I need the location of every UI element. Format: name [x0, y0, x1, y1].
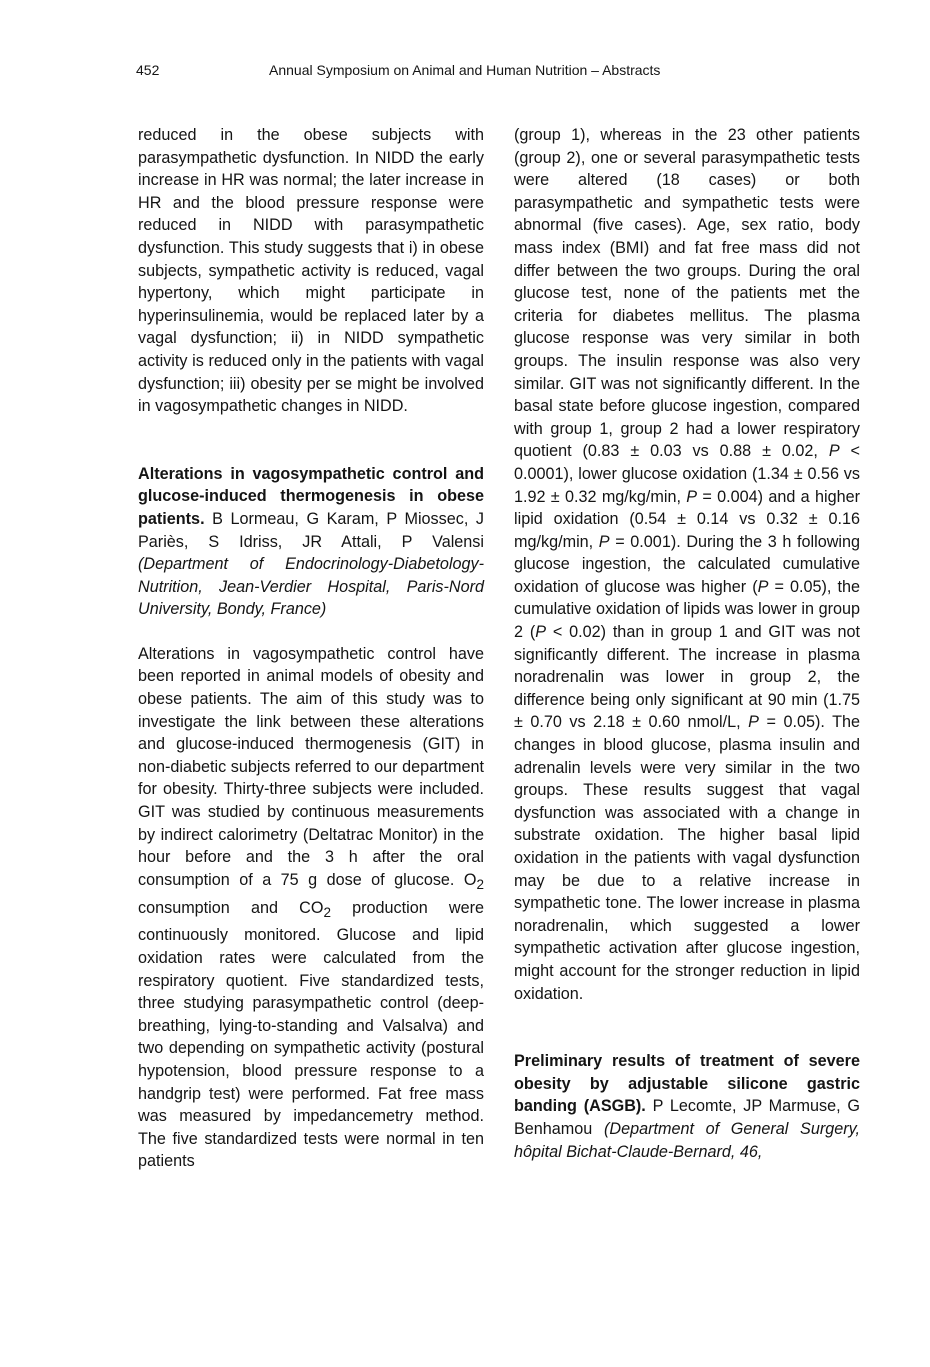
p-value-symbol: P: [757, 577, 769, 596]
p-value-symbol: P: [828, 442, 840, 461]
abstract2-heading: [514, 1050, 860, 1163]
left-column: [138, 124, 484, 1173]
running-title: Annual Symposium on Animal and Human Nutrition – Abstracts: [269, 62, 661, 78]
body-mid: consumption and CO: [138, 898, 324, 917]
p-value-symbol: P: [748, 713, 759, 732]
results-part-6: < 0.02) than in group 1 and GIT was not significantly different. The increase in plasma noradrenalin was lower in group 2, the difference being only significant at 90 min (1.75 ± 0.70 vs 2.18 ± 0.60 nmol/L,: [514, 623, 860, 732]
results-part-7: = 0.05). The changes in blood glucose, plasma insulin and adrenalin levels were very similar in the two groups. These results suggest that vagal dysfunction was associated with a change in substrate oxidation. The higher basal lipid oxidation in the patients with vagal dysfunction may be due to a relative increase in sympathetic tone. The lower increase in plasma noradrenalin, which suggested a lower sympathetic activation after glucose ingestion, might account for the stronger reduction in lipid oxidation.: [514, 713, 860, 1003]
page-header: [136, 62, 876, 84]
abstract2-title: Preliminary results of treatment of severe obesity by adjustable silicone gastric banding (ASGB).: [514, 1052, 860, 1116]
abstract2-authors: P Lecomte, JP Marmuse, G Benhamou: [514, 1097, 860, 1138]
body-intro: Alterations in vagosympathetic control have been reported in animal models of obesity and obese patients. The aim of this study was to investigate the link between these alterations and glucose-induced thermogenesis (GIT) in non-diabetic subjects referred to our department for obesity. Thirty-three subjects were included. GIT was studied by continuous measurements by indirect calorimetry (Deltatrac Monitor) in the hour before and the 3 h after the oral consumption of a 75 g dose of glucose. O: [138, 644, 484, 889]
abstract-heading: [138, 463, 484, 621]
page-number: 452: [136, 62, 160, 78]
right-column: [514, 124, 860, 1163]
body-rest: production were continuously monitored. Glucose and lipid oxidation rates were calculated from the respiratory quotient. Five standardized tests, three studying parasympathetic control (deep-breathing, lying-to-standing and Valsalva) and two depending on sympathetic activity (postural hypotension, blood pressure response to a handgrip test) were performed. Fat free mass was measured by impedancemetry method. The five standardized tests were normal in ten patients: [138, 898, 484, 1171]
results-part-1: (group 1), whereas in the 23 other patients (group 2), one or several parasympathetic tests were altered (18 cases) or both parasympathetic and sympathetic tests were abnormal (five cases). Age, sex ratio, body mass index (BMI) and fat free mass did not differ between the two groups. During the oral glucose test, none of the patients met the criteria for diabetes mellitus. The plasma glucose response was very similar in both groups. The insulin response was also very similar. GIT was not significantly different. In the basal state before glucose ingestion, compared with group 1, group 2 had a lower respiratory quotient (0.83 ± 0.03 vs 0.88 ± 0.02,: [514, 126, 860, 461]
abstract-title: Alterations in vagosympathetic control and glucose-induced thermogenesis in obese patients.: [138, 464, 484, 528]
p-value-symbol: P: [535, 623, 547, 642]
p-value-symbol: P: [686, 487, 698, 506]
results-part-5: = 0.05), the cumulative oxidation of lipids was lower in group 2 (: [514, 577, 860, 642]
results-paragraph: [514, 124, 860, 1005]
abstract2-affiliation: (Department of General Surgery, hôpital Bichat-Claude-Bernard, 46,: [514, 1119, 860, 1161]
abstract-authors: B Lormeau, G Karam, P Miossec, J Pariès, S Idriss, JR Attali, P Valensi: [138, 509, 484, 551]
abstract-affiliation: (Department of Endocrinology-Diabetology-Nutrition, Jean-Verdier Hospital, Paris-Nord University, Bondy, France): [138, 555, 484, 619]
continuation-paragraph: reduced in the obese subjects with parasympathetic dysfunction. In NIDD the early increase in HR was normal; the later increase in HR and the blood pressure response were reduced in NIDD with parasympathetic dysfunction. This study suggests that i) in obese subjects, sympathetic activity is reduced, vagal hypertony, which might participate in hyperinsulinemia, would be replaced later by a vagal dysfunction; ii) in NIDD sympathetic activity is reduced only in the patients with vagal dysfunction; iii) obesity per se might be involved in vagosympathetic changes in NIDD.: [138, 126, 484, 416]
co2-subscript: 2: [323, 904, 331, 920]
abstract-body: [138, 643, 484, 1173]
o2-subscript: 2: [476, 877, 484, 893]
p-value-symbol: P: [598, 532, 610, 551]
results-part-2: < 0.0001), lower glucose oxidation (1.34 ± 0.56 vs 1.92 ± 0.32 mg/kg/min,: [514, 442, 860, 506]
results-part-3: = 0.004) and a higher lipid oxidation (0.54 ± 0.14 vs 0.32 ± 0.16 mg/kg/min,: [514, 487, 860, 551]
results-part-4: = 0.001). During the 3 h following glucose ingestion, the calculated cumulative oxidation of glucose was higher (: [514, 532, 860, 596]
